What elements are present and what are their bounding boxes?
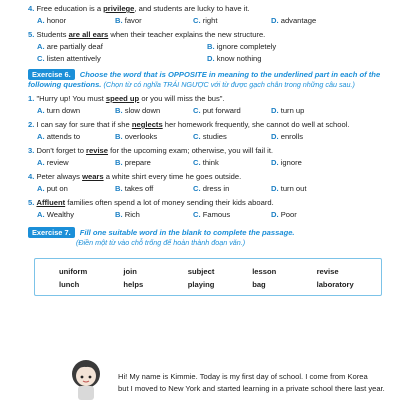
option-b[interactable] [115,158,193,168]
option-letter: D. [271,106,279,115]
option-letter: B. [115,106,123,115]
option-c[interactable] [193,132,271,142]
question-text-after: a white shirt every time he goes outside. [103,172,242,181]
question-number: 1. [28,94,35,103]
option-text: know nothing [216,54,262,63]
answer-options [37,42,388,52]
page-margin [0,0,6,400]
option-text: takes off [124,184,154,193]
option-a[interactable] [37,16,115,26]
option-letter: C. [193,16,201,25]
option-a[interactable] [37,106,115,116]
answer-options [37,132,388,142]
option-letter: B. [115,210,123,219]
option-text: overlooks [124,132,158,141]
option-letter: D. [271,158,279,167]
option-c[interactable] [193,210,271,220]
question-stem [28,94,388,104]
option-c[interactable] [193,106,271,116]
option-text: right [202,16,218,25]
option-text: Wealthy [46,210,75,219]
question-number: 4. [28,4,35,13]
question-number: 2. [28,120,35,129]
option-letter: B. [115,184,123,193]
answer-options [37,210,388,220]
option-text: advantage [280,16,317,25]
option-b[interactable] [207,42,377,52]
answer-options [37,16,388,26]
option-a[interactable] [37,132,115,142]
option-letter: A. [37,106,45,115]
option-text: put on [46,184,68,193]
exercise-6-question-2 [28,120,388,142]
option-d[interactable] [271,158,349,168]
answer-options [37,54,388,64]
option-letter: B. [115,132,123,141]
word-bank-item: subject [187,267,215,276]
option-letter: C. [193,106,201,115]
underlined-word: revise [86,146,109,155]
option-letter: C. [193,184,201,193]
question-stem [28,120,388,130]
option-text: listen attentively [46,54,101,63]
option-a[interactable] [37,210,115,220]
option-text: favor [124,16,142,25]
answer-options [37,106,388,116]
option-letter: D. [271,132,279,141]
option-letter: D. [207,54,215,63]
question-stem [28,198,388,208]
underlined-word: neglects [131,120,163,129]
option-d[interactable] [271,106,349,116]
underlined-word: privilege [103,4,135,13]
underlined-word: Affluent [36,198,66,207]
question-text-before: Students [36,30,69,39]
option-text: think [202,158,219,167]
option-letter: D. [271,16,279,25]
option-letter: C. [37,54,45,63]
exercise-6-title [28,70,388,90]
question-text-before: Free education is a [36,4,104,13]
option-b[interactable] [115,210,193,220]
exercise-6-header [28,70,388,90]
option-text: review [46,158,69,167]
underlined-word: speed up [105,94,140,103]
option-letter: A. [37,132,45,141]
question-text-after: her homework frequently, she cannot do well at school. [162,120,350,129]
question-5 [28,30,388,64]
question-5-stem [28,30,388,40]
underlined-word: wears [82,172,104,181]
question-number: 4. [28,172,35,181]
question-4-stem [28,4,388,14]
exercise-translation: (Chọn từ có nghĩa TRÁI NGƯỢC với từ được gạch chân trong những câu sau.) [103,80,355,89]
word-bank-item: join [123,267,137,276]
option-letter: B. [115,16,123,25]
option-text: enrolls [280,132,304,141]
option-text: attends to [46,132,81,141]
question-text-after: , and students are lucky to have it. [134,4,250,13]
option-letter: C. [193,158,201,167]
reading-passage [118,371,388,395]
question-text-after: when their teacher explains the new structure. [108,30,266,39]
question-stem [28,172,388,182]
word-bank-item: helps [123,280,144,289]
question-number: 3. [28,146,35,155]
answer-options [37,158,388,168]
option-d[interactable] [271,184,349,194]
option-d[interactable] [207,54,377,64]
option-text: ignore completely [216,42,277,51]
question-text-after: families often spend a lot of money sending their kids aboard. [65,198,274,207]
option-text: Famous [202,210,231,219]
option-d[interactable] [271,132,349,142]
option-text: Rich [124,210,140,219]
exercise-instruction: Fill one suitable word in the blank to complete the passage. [79,228,295,237]
option-text: ignore [280,158,302,167]
underlined-word: are all ears [68,30,109,39]
option-c[interactable] [193,16,271,26]
option-text: dress in [202,184,230,193]
exercise-badge: Exercise 6. [28,69,75,80]
option-letter: A. [37,16,45,25]
word-bank-item: lunch [59,280,80,289]
word-bank-item: playing [187,280,215,289]
exercise-badge: Exercise 7. [28,227,75,238]
option-d[interactable] [271,210,349,220]
option-c[interactable] [193,158,271,168]
question-text-after: for the upcoming exam; otherwise, you will fail it. [108,146,274,155]
option-c[interactable] [193,184,271,194]
exercise-6-question-5 [28,198,388,220]
option-text: turn up [280,106,305,115]
exercise-6-question-3 [28,146,388,168]
word-bank-item: lesson [252,267,277,276]
option-b[interactable] [115,184,193,194]
exercise-7-header [28,228,388,248]
question-text-before: I can say for sure that if she [36,120,132,129]
option-text: honor [46,16,67,25]
option-text: studies [202,132,227,141]
exercise-6-question-1 [28,94,388,116]
option-text: put forward [202,106,241,115]
option-text: prepare [124,158,151,167]
option-c[interactable] [37,54,207,64]
word-bank [34,258,382,296]
option-b[interactable] [115,132,193,142]
option-text: turn out [280,184,307,193]
option-letter: B. [207,42,215,51]
word-bank-item: laboratory [316,280,354,289]
option-letter: A. [37,184,45,193]
passage-line: Hi! My name is Kimmie. Today is my first day of school. I come from Korea [118,372,368,381]
option-text: are partially deaf [46,42,103,51]
option-a[interactable] [37,158,115,168]
option-text: turn down [46,106,81,115]
option-text: slow down [124,106,161,115]
option-letter: C. [193,132,201,141]
option-b[interactable] [115,16,193,26]
exercise-6-question-4 [28,172,388,194]
word-bank-item: uniform [59,267,88,276]
option-letter: A. [37,158,45,167]
question-number: 5. [28,198,35,207]
exercise-7-title [28,228,295,248]
passage-line: but I moved to New York and started learning in a private school there last year. [118,384,385,393]
option-letter: A. [37,210,45,219]
question-number: 5. [28,30,35,39]
option-a[interactable] [37,42,207,52]
question-text-after: or you will miss the bus". [139,94,225,103]
girl-illustration [62,352,110,400]
option-letter: D. [271,210,279,219]
word-bank-item: bag [252,280,266,289]
word-bank-item: revise [316,267,339,276]
question-text-before: "Hurry up! You must [36,94,106,103]
answer-options [37,184,388,194]
option-letter: C. [193,210,201,219]
question-4 [28,4,388,26]
option-a[interactable] [37,184,115,194]
option-letter: D. [271,184,279,193]
option-letter: A. [37,42,45,51]
exercise-instruction: Choose the word that is OPPOSITE in meaning to the underlined part in each of the following questions. [28,70,381,89]
option-b[interactable] [115,106,193,116]
option-text: Poor [280,210,297,219]
question-stem [28,146,388,156]
option-d[interactable] [271,16,349,26]
worksheet-page [28,0,388,296]
exercise-translation: (Điền một từ vào chỗ trống để hoàn thành đoạn văn.) [76,238,246,247]
question-text-before: Don't forget to [36,146,87,155]
question-text-before: Peter always [36,172,83,181]
option-letter: B. [115,158,123,167]
